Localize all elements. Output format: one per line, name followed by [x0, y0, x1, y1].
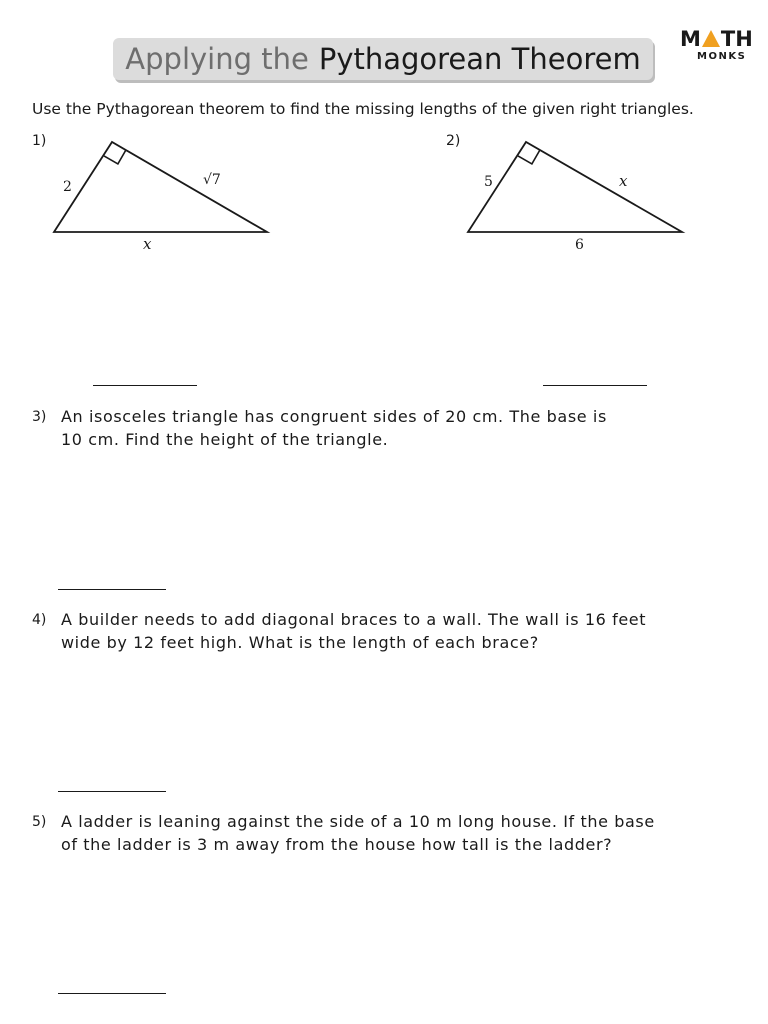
problem-2-number: 2) — [446, 133, 461, 149]
question-5-line-2: of the ladder is 3 m away from the house how tall is the ladder? — [61, 835, 613, 854]
problem-2-triangle — [0, 0, 768, 300]
right-angle-marker-2 — [518, 150, 540, 164]
triangle-2-side-label: 5 — [484, 174, 493, 190]
answer-line-1[interactable] — [93, 385, 197, 386]
triangle-1-side-label: 2 — [63, 179, 72, 195]
question-3-line-1: An isosceles triangle has congruent sides of 20 cm. The base is — [61, 407, 607, 426]
question-3-line-2: 10 cm. Find the height of the triangle. — [61, 430, 389, 449]
answer-line-3[interactable] — [58, 589, 166, 590]
answer-line-5[interactable] — [58, 993, 166, 994]
title-dark-text: Pythagorean Theorem — [318, 42, 641, 76]
triangle-1-base-label: x — [143, 235, 152, 253]
answer-line-4[interactable] — [58, 791, 166, 792]
question-5 — [32, 810, 732, 856]
question-3-number: 3) — [32, 409, 47, 425]
triangle-2-outline — [468, 142, 682, 232]
question-4-line-2: wide by 12 feet high. What is the length of each brace? — [61, 633, 539, 652]
triangle-2-hypotenuse-label: x — [619, 172, 628, 190]
triangle-2-base-label: 6 — [575, 237, 584, 253]
question-5-number: 5) — [32, 814, 47, 830]
logo-letters-th: TH — [720, 27, 753, 51]
question-4-number: 4) — [32, 612, 47, 628]
question-4-line-1: A builder needs to add diagonal braces to a wall. The wall is 16 feet — [61, 610, 647, 629]
question-5-line-1: A ladder is leaning against the side of a 10 m long house. If the base — [61, 812, 655, 831]
question-3 — [32, 405, 732, 451]
answer-line-2[interactable] — [543, 385, 647, 386]
problem-1-number: 1) — [32, 133, 47, 149]
logo-subtext: MONKS — [697, 51, 747, 62]
logo-letter-m: M — [680, 27, 701, 51]
title-light-text: Applying the — [125, 42, 309, 76]
question-4 — [32, 608, 732, 654]
instructions: Use the Pythagorean theorem to find the missing lengths of the given right triangles. — [32, 100, 694, 118]
triangle-1-hypotenuse-label: √7 — [203, 172, 221, 188]
